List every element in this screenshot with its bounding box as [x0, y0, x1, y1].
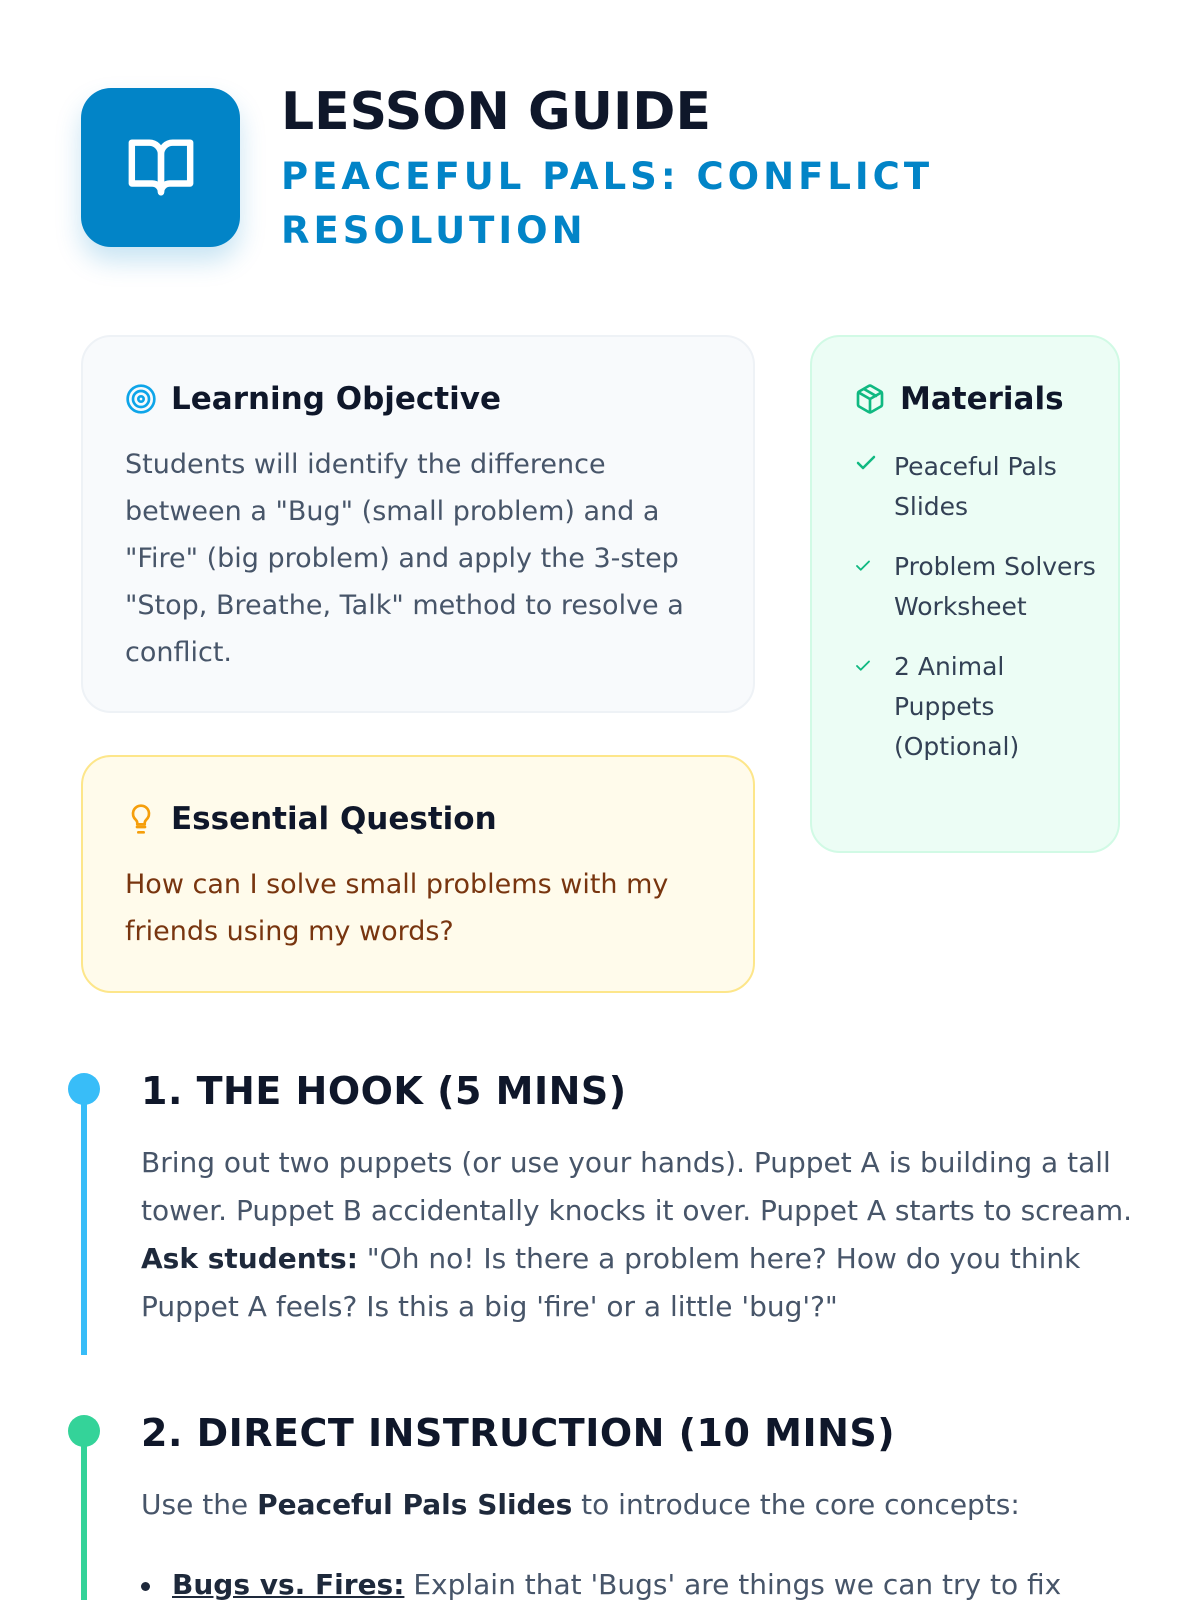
timeline-dot — [68, 1073, 100, 1105]
materials-card — [810, 335, 1120, 853]
essential-question-card — [81, 755, 755, 993]
section-direct-instruction — [68, 1411, 1128, 1600]
timeline-dot — [68, 1415, 100, 1447]
ask-students-text: "Oh no! Is there a problem here? How do you think Puppet A feels? Is this a big 'fire' or a little 'bug'?" — [141, 1242, 1081, 1323]
material-label: Problem Solvers Worksheet — [894, 552, 1096, 621]
learning-objective-card — [81, 335, 755, 713]
materials-heading: Materials — [900, 381, 1064, 417]
page-header — [81, 82, 1121, 258]
section-title: 2. DIRECT INSTRUCTION (10 MINS) — [141, 1411, 896, 1455]
timeline-line — [81, 1431, 87, 1600]
check-icon — [854, 447, 878, 487]
list-item — [141, 1561, 1061, 1600]
card-heading-row — [125, 381, 501, 417]
logo-badge — [81, 88, 240, 247]
section-hook — [68, 1069, 1133, 1355]
essential-question-heading: Essential Question — [171, 801, 497, 837]
card-heading-row — [125, 801, 497, 837]
list-item — [854, 447, 1104, 527]
materials-list — [854, 447, 1104, 787]
list-item — [854, 547, 1104, 627]
timeline-line — [81, 1089, 87, 1355]
target-icon — [125, 383, 157, 415]
essential-question-text: How can I solve small problems with my friends using my words? — [125, 869, 669, 947]
slides-reference: Peaceful Pals Slides — [257, 1488, 573, 1521]
card-heading-row — [854, 381, 1064, 417]
bullet-label: Bugs vs. Fires: — [172, 1568, 405, 1600]
section-text: Use the — [141, 1488, 258, 1521]
bullet-dot — [141, 1582, 150, 1591]
ask-students-label: Ask students: — [141, 1242, 358, 1275]
check-icon — [854, 547, 872, 587]
section-title: 1. THE HOOK (5 MINS) — [141, 1069, 627, 1113]
page-title: LESSON GUIDE — [281, 82, 711, 142]
page-subtitle: PEACEFUL PALS: CONFLICT RESOLUTION — [281, 155, 934, 252]
list-item — [854, 647, 1104, 767]
bullet-text: Explain that 'Bugs' are things we can try to fix — [404, 1568, 1062, 1600]
open-book-icon — [123, 131, 199, 205]
lightbulb-icon — [125, 803, 157, 835]
package-icon — [854, 383, 886, 415]
section-body — [141, 1139, 1141, 1331]
section-intro-text: Bring out two puppets (or use your hands). Puppet A is building a tall tower. Puppet B accidentally knocks it over. Puppet A starts to scream. — [141, 1146, 1133, 1227]
section-text: to introduce the core concepts: — [572, 1488, 1020, 1521]
material-label: Peaceful Pals Slides — [894, 452, 1057, 521]
section-body — [141, 1481, 1141, 1529]
learning-objective-heading: Learning Objective — [171, 381, 501, 417]
check-icon — [854, 647, 872, 687]
material-label: 2 Animal Puppets (Optional) — [894, 652, 1020, 761]
learning-objective-text: Students will identify the difference between a "Bug" (small problem) and a "Fire" (big problem) and apply the 3-step "Stop, Breathe, Talk" method to resolve a conflict. — [125, 449, 684, 668]
